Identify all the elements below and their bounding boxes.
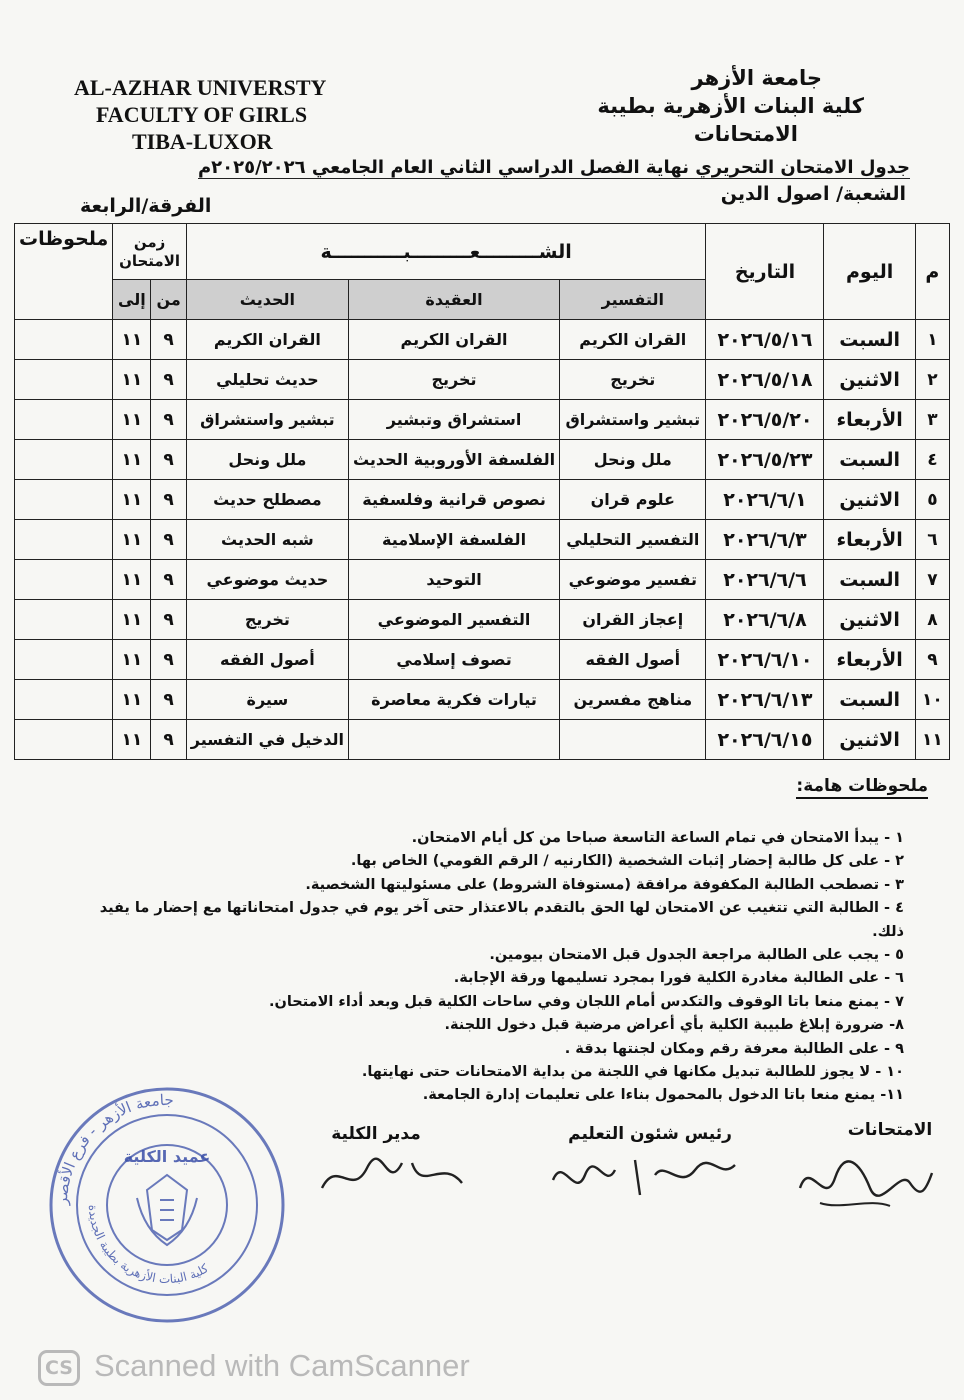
row-to-cell: ١١ bbox=[113, 360, 151, 400]
stamp-inner-text: كلية البنات الأزهرية بطيبة الجديدة bbox=[85, 1204, 211, 1287]
row-date-cell: ٢٠٢٦/٦/٨ bbox=[706, 600, 824, 640]
stamp-title: عميد الكلية bbox=[123, 1147, 211, 1166]
row-num-cell: ٨ bbox=[915, 600, 949, 640]
table-row bbox=[15, 480, 950, 520]
row-notes-cell bbox=[15, 360, 113, 400]
table-row bbox=[15, 600, 950, 640]
row-day-cell: الاثنين bbox=[824, 360, 915, 400]
row-date-cell: ٢٠٢٦/٦/٦ bbox=[706, 560, 824, 600]
row-aqeeda-cell: التوحيد bbox=[348, 560, 559, 600]
table-row bbox=[15, 680, 950, 720]
row-aqeeda-cell: القران الكريم bbox=[348, 320, 559, 360]
row-day-cell: الاثنين bbox=[824, 720, 915, 760]
row-from-cell: ٩ bbox=[151, 600, 186, 640]
header-en-line: TIBA-LUXOR bbox=[132, 129, 273, 154]
official-stamp bbox=[42, 1080, 292, 1330]
row-num-cell: ١ bbox=[915, 320, 949, 360]
row-from-cell: ٩ bbox=[151, 720, 186, 760]
row-day-cell: السبت bbox=[824, 680, 915, 720]
row-num-cell: ٢ bbox=[915, 360, 949, 400]
row-num-cell: ٣ bbox=[915, 400, 949, 440]
header-en-line: AL-AZHAR UNIVERSTY bbox=[74, 75, 327, 100]
row-notes-cell bbox=[15, 320, 113, 360]
row-tafsir-cell: تفسير موضوعي bbox=[560, 560, 706, 600]
row-date-cell: ٢٠٢٦/٦/١٣ bbox=[706, 680, 824, 720]
header-from: من bbox=[151, 280, 186, 320]
row-to-cell: ١١ bbox=[113, 320, 151, 360]
row-date-cell: ٢٠٢٦/٦/١٥ bbox=[706, 720, 824, 760]
row-hadith-cell: تخريج bbox=[186, 600, 348, 640]
row-date-cell: ٢٠٢٦/٦/١ bbox=[706, 480, 824, 520]
row-hadith-cell: ملل ونحل bbox=[186, 440, 348, 480]
header-day: اليوم bbox=[824, 224, 915, 320]
row-from-cell: ٩ bbox=[151, 480, 186, 520]
row-hadith-cell: القران الكريم bbox=[186, 320, 348, 360]
row-from-cell: ٩ bbox=[151, 640, 186, 680]
row-tafsir-cell: التفسير التحليلي bbox=[560, 520, 706, 560]
note-item: ٢ - على كل طالبة إحضار إثبات الشخصية (الكارنيه / الرقم القومي) الخاص بها. bbox=[350, 853, 904, 870]
row-notes-cell bbox=[15, 560, 113, 600]
row-hadith-cell: أصول الفقه bbox=[186, 640, 348, 680]
row-date-cell: ٢٠٢٦/٥/٢٠ bbox=[706, 400, 824, 440]
signature-label: رئيس شئون التعليم bbox=[568, 1124, 732, 1144]
header-num: م bbox=[915, 224, 949, 320]
row-date-cell: ٢٠٢٦/٦/٣ bbox=[706, 520, 824, 560]
row-notes-cell bbox=[15, 720, 113, 760]
subject-header: العقيدة bbox=[348, 280, 559, 320]
row-from-cell: ٩ bbox=[151, 360, 186, 400]
note-item: ٣ - تصطحب الطالبة المكفوفة مرافقة (مستوفاة الشروط) على مسئوليتها الشخصية. bbox=[305, 876, 904, 893]
signature-education bbox=[560, 1124, 740, 1144]
subject-header: التفسير bbox=[560, 280, 706, 320]
camscanner-logo-icon: CS bbox=[38, 1350, 80, 1386]
handwritten-signature bbox=[312, 1148, 472, 1208]
stamp-outer-text: جامعة الأزهر - فرع الأقصر bbox=[52, 1090, 174, 1206]
row-num-cell: ١٠ bbox=[915, 680, 949, 720]
notes-list bbox=[84, 827, 904, 1108]
header-en-line: FACULTY OF GIRLS bbox=[96, 102, 308, 127]
row-hadith-cell: تبشير واستشراق bbox=[186, 400, 348, 440]
row-notes-cell bbox=[15, 520, 113, 560]
row-notes-cell bbox=[15, 400, 113, 440]
note-item: ٦ - على الطالبة مغادرة الكلية فورا بمجرد تسليمها ورقة الإجابة. bbox=[453, 970, 904, 987]
schedule-body bbox=[15, 320, 950, 760]
signature-label: الامتحانات bbox=[847, 1120, 933, 1140]
row-date-cell: ٢٠٢٦/٥/١٨ bbox=[706, 360, 824, 400]
header-arabic bbox=[564, 64, 864, 148]
row-hadith-cell: الدخيل في التفسير bbox=[186, 720, 348, 760]
row-aqeeda-cell: استشراق وتبشير bbox=[348, 400, 559, 440]
note-item: ١١- يمنع منعا باتا الدخول بالمحمول بناءا على تعليمات إدارة الجامعة. bbox=[422, 1087, 904, 1104]
header-branch: الشـــــــــعـــــــــبـــــــــــة bbox=[186, 224, 706, 280]
row-tafsir-cell: علوم قران bbox=[560, 480, 706, 520]
row-aqeeda-cell: تخريج bbox=[348, 360, 559, 400]
row-from-cell: ٩ bbox=[151, 400, 186, 440]
row-num-cell: ٥ bbox=[915, 480, 949, 520]
table-row bbox=[15, 640, 950, 680]
row-tafsir-cell: أصول الفقه bbox=[560, 640, 706, 680]
header-english bbox=[74, 74, 374, 155]
row-to-cell: ١١ bbox=[113, 440, 151, 480]
notes-title: ملحوظات هامة: bbox=[796, 776, 928, 799]
header-ar-line: جامعة الأزهر bbox=[691, 66, 822, 90]
row-to-cell: ١١ bbox=[113, 680, 151, 720]
schedule-title-text: جدول الامتحان التحريري نهاية الفصل الدراسي الثاني العام الجامعي ٢٠٢٥/٢٠٢٦م bbox=[197, 157, 910, 178]
signature-director bbox=[316, 1124, 436, 1144]
row-tafsir-cell: القران الكريم bbox=[560, 320, 706, 360]
header-ar-line: كلية البنات الأزهرية بطيبة bbox=[597, 94, 864, 118]
row-notes-cell bbox=[15, 440, 113, 480]
row-day-cell: الأربعاء bbox=[824, 400, 915, 440]
row-to-cell: ١١ bbox=[113, 480, 151, 520]
row-date-cell: ٢٠٢٦/٥/٢٣ bbox=[706, 440, 824, 480]
row-to-cell: ١١ bbox=[113, 520, 151, 560]
row-from-cell: ٩ bbox=[151, 560, 186, 600]
note-item: ٨- ضرورة إبلاغ طبيبة الكلية بأي أعراض مرضية قبل دخول اللجنة. bbox=[444, 1017, 904, 1034]
table-row bbox=[15, 440, 950, 480]
row-notes-cell bbox=[15, 680, 113, 720]
row-from-cell: ٩ bbox=[151, 440, 186, 480]
row-day-cell: السبت bbox=[824, 440, 915, 480]
header-to: إلى bbox=[113, 280, 151, 320]
row-hadith-cell: حديث تحليلي bbox=[186, 360, 348, 400]
header-notes: ملحوظات bbox=[15, 224, 113, 320]
note-item: ٥ - يجب على الطالبة مراجعة الجدول قبل الامتحان بيومين. bbox=[489, 947, 904, 964]
row-hadith-cell: سيرة bbox=[186, 680, 348, 720]
table-row bbox=[15, 520, 950, 560]
row-num-cell: ٦ bbox=[915, 520, 949, 560]
branch-label: الشعبة/ اصول الدين bbox=[720, 183, 906, 205]
row-num-cell: ٩ bbox=[915, 640, 949, 680]
row-aqeeda-cell: تصوف إسلامي bbox=[348, 640, 559, 680]
row-num-cell: ٤ bbox=[915, 440, 949, 480]
row-from-cell: ٩ bbox=[151, 320, 186, 360]
note-item: ٩ - على الطالبة معرفة رقم ومكان لجنتها بدقة . bbox=[564, 1040, 904, 1057]
row-num-cell: ٧ bbox=[915, 560, 949, 600]
row-day-cell: الأربعاء bbox=[824, 640, 915, 680]
header-ar-line: الامتحانات bbox=[693, 122, 798, 146]
row-hadith-cell: شبه الحديث bbox=[186, 520, 348, 560]
row-notes-cell bbox=[15, 480, 113, 520]
table-row bbox=[15, 360, 950, 400]
row-aqeeda-cell: التفسير الموضوعي bbox=[348, 600, 559, 640]
note-item: ٤ - الطالبة التي تتغيب عن الامتحان لها الحق بالتقدم بالاعتذار حتى آخر يوم في جدول امتحاناتها مع إحضار ما يفيد ذلك. bbox=[99, 900, 904, 940]
grade-label bbox=[80, 195, 280, 217]
grade-label-text: الفرقة/الرابعة bbox=[80, 195, 212, 217]
row-from-cell: ٩ bbox=[151, 520, 186, 560]
row-to-cell: ١١ bbox=[113, 720, 151, 760]
schedule-table bbox=[14, 223, 950, 760]
row-hadith-cell: مصطلح حديث bbox=[186, 480, 348, 520]
row-day-cell: الاثنين bbox=[824, 600, 915, 640]
header-date: التاريخ bbox=[706, 224, 824, 320]
row-notes-cell bbox=[15, 600, 113, 640]
row-day-cell: الاثنين bbox=[824, 480, 915, 520]
row-tafsir-cell: ملل ونحل bbox=[560, 440, 706, 480]
row-aqeeda-cell: الفلسفة الإسلامية bbox=[348, 520, 559, 560]
subject-header: الحديث bbox=[186, 280, 348, 320]
row-notes-cell bbox=[15, 640, 113, 680]
handwritten-signature bbox=[790, 1148, 940, 1218]
row-date-cell: ٢٠٢٦/٦/١٠ bbox=[706, 640, 824, 680]
row-tafsir-cell: تبشير واستشراق bbox=[560, 400, 706, 440]
row-day-cell: السبت bbox=[824, 560, 915, 600]
row-tafsir-cell: مناهج مفسرين bbox=[560, 680, 706, 720]
row-aqeeda-cell: نصوص قرانية وفلسفية bbox=[348, 480, 559, 520]
row-hadith-cell: حديث موضوعي bbox=[186, 560, 348, 600]
note-item: ١٠ - لا يجوز للطالبة تبديل مكانها في اللجنة من بداية الامتحانات حتى نهايتها. bbox=[361, 1064, 904, 1081]
row-to-cell: ١١ bbox=[113, 600, 151, 640]
table-row bbox=[15, 320, 950, 360]
row-tafsir-cell: إعجاز القران bbox=[560, 600, 706, 640]
handwritten-signature bbox=[545, 1150, 745, 1210]
table-header-row bbox=[15, 224, 950, 280]
signature-exams bbox=[840, 1120, 940, 1140]
row-to-cell: ١١ bbox=[113, 640, 151, 680]
note-item: ١ - يبدأ الامتحان في تمام الساعة التاسعة صباحا من كل أيام الامتحان. bbox=[411, 830, 904, 846]
note-item: ٧ - يمنع منعا باتا الوقوف والتكدس أمام اللجان وفي ساحات الكلية قبل وبعد أداء الامتحان. bbox=[268, 993, 904, 1010]
svg-text:كلية البنات الأزهرية بطيبة الج bbox=[86, 1204, 211, 1286]
row-aqeeda-cell bbox=[348, 720, 559, 760]
table-row bbox=[15, 400, 950, 440]
stamp-seal bbox=[42, 1080, 292, 1330]
row-to-cell: ١١ bbox=[113, 400, 151, 440]
row-to-cell: ١١ bbox=[113, 560, 151, 600]
camscanner-watermark: Scanned with CamScanner bbox=[94, 1348, 470, 1383]
row-tafsir-cell: تخريج bbox=[560, 360, 706, 400]
row-day-cell: السبت bbox=[824, 320, 915, 360]
row-num-cell: ١١ bbox=[915, 720, 949, 760]
row-date-cell: ٢٠٢٦/٥/١٦ bbox=[706, 320, 824, 360]
schedule-title bbox=[150, 157, 910, 178]
signature-label: مدير الكلية bbox=[331, 1124, 421, 1144]
row-aqeeda-cell: تيارات فكرية معاصرة bbox=[348, 680, 559, 720]
row-tafsir-cell bbox=[560, 720, 706, 760]
table-row bbox=[15, 720, 950, 760]
row-aqeeda-cell: الفلسفة الأوروبية الحديث bbox=[348, 440, 559, 480]
row-from-cell: ٩ bbox=[151, 680, 186, 720]
header-time: زمن الامتحان bbox=[113, 224, 186, 280]
row-day-cell: الأربعاء bbox=[824, 520, 915, 560]
table-row bbox=[15, 560, 950, 600]
